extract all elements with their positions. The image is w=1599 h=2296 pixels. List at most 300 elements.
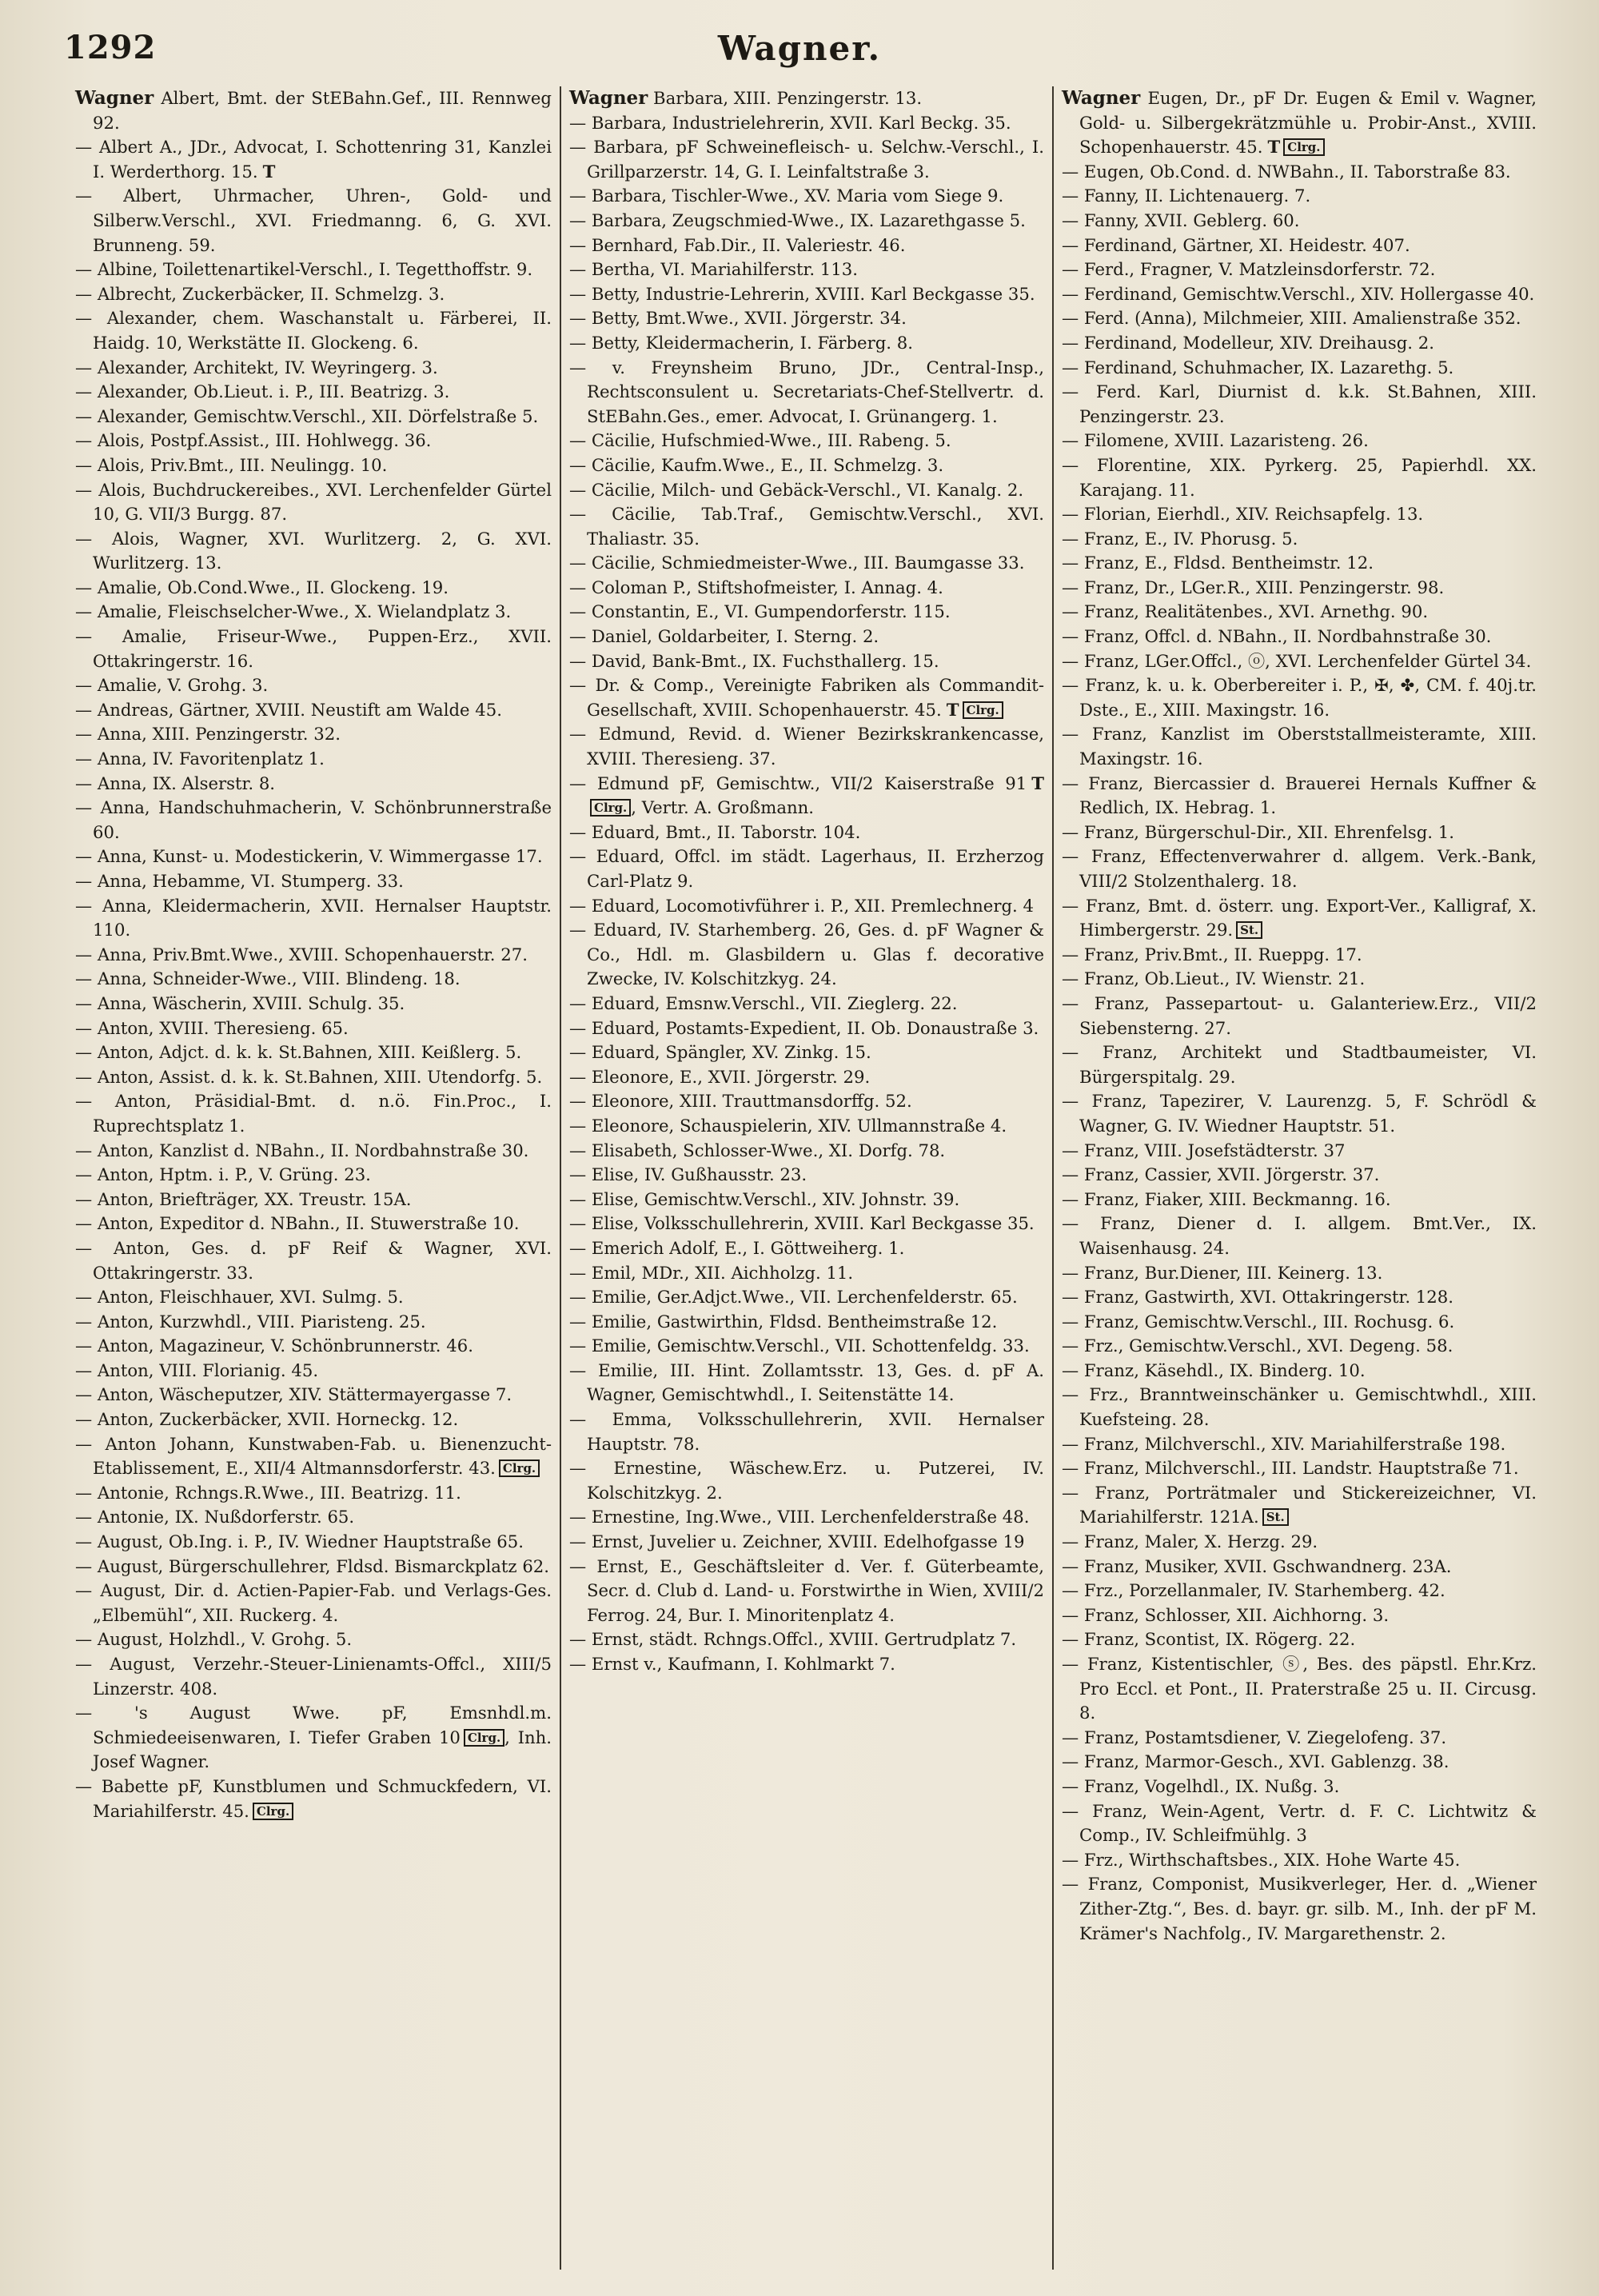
directory-entry xyxy=(75,1555,552,1579)
directory-entry xyxy=(569,1089,1044,1114)
directory-entry xyxy=(1062,1285,1537,1310)
directory-entry xyxy=(75,1481,552,1506)
entry-text: — Eduard, Offcl. im städt. Lagerhaus, II. Erzherzog Carl-Platz 9. xyxy=(569,846,1044,891)
entry-text: — Ferdinand, Modelleur, XIV. Dreihausg. 2. xyxy=(1062,332,1434,353)
entry-text: — Antonie, IX. Nußdorferstr. 65. xyxy=(75,1507,355,1527)
directory-entry xyxy=(75,1089,552,1138)
entry-text: — Cäcilie, Kaufm.Wwe., E., II. Schmelzg. 3. xyxy=(569,454,944,475)
entry-text: — Ferd. Karl, Diurnist d. k.k. St.Bahnen, XIII. Penzingerstr. 23. xyxy=(1062,381,1537,426)
entry-text: — Anton, XVIII. Theresieng. 65. xyxy=(75,1017,349,1038)
entry-text: — Anton, Assist. d. k. k. St.Bahnen, XIII. Utendorfg. 5. xyxy=(75,1066,543,1087)
entry-text: — Anton Johann, Kunstwaben-Fab. u. Bienenzucht-Etablissement, E., XII/4 Altmannsdorferstr. 43. xyxy=(75,1433,552,1479)
directory-entry xyxy=(75,796,552,845)
entry-text: — Anna, Wäscherin, XVIII. Schulg. 35. xyxy=(75,992,405,1013)
directory-entry xyxy=(1062,967,1537,992)
entry-text: — Anton, Präsidial-Bmt. d. n.ö. Fin.Proc., I. Ruprechtsplatz 1. xyxy=(75,1091,552,1136)
directory-entry xyxy=(1062,453,1537,502)
directory-entry xyxy=(75,1701,552,1775)
entry-text: — Ferdinand, Gemischtw.Verschl., XIV. Hollergasse 40. xyxy=(1062,283,1535,304)
entry-text: — Barbara, Zeugschmied-Wwe., IX. Lazarethgasse 5. xyxy=(569,210,1026,230)
entry-text: — Amalie, Friseur-Wwe., Puppen-Erz., XVII. Ottakringerstr. 16. xyxy=(75,626,552,671)
entry-text: — Ferd. (Anna), Milchmeier, XIII. Amalienstraße 352. xyxy=(1062,308,1521,329)
entry-text: — Anton, Kurzwhdl., VIII. Piaristeng. 25. xyxy=(75,1311,426,1332)
entry-text: — August, Holzhdl., V. Grohg. 5. xyxy=(75,1629,353,1650)
entry-text: — Franz, Effectenverwahrer d. allgem. Verk.-Bank, VIII/2 Stolzenthalerg. 18. xyxy=(1062,846,1537,891)
directory-entry xyxy=(75,1065,552,1090)
boxed-mark: St. xyxy=(1262,1508,1289,1526)
directory-entry xyxy=(569,1236,1044,1261)
directory-entry xyxy=(569,135,1044,184)
directory-entry xyxy=(75,135,552,184)
directory-entry xyxy=(569,453,1044,478)
entry-text: — Coloman P., Stiftshofmeister, I. Annag. 4. xyxy=(569,577,943,597)
directory-entry xyxy=(1062,527,1537,552)
directory-entry xyxy=(1062,1359,1537,1384)
directory-entry xyxy=(75,380,552,405)
entry-text: — Franz, Marmor-Gesch., XVI. Gablenzg. 38. xyxy=(1062,1751,1449,1772)
directory-entry xyxy=(75,1285,552,1310)
entry-text: — Franz, Musiker, XVII. Gschwandnerg. 23A. xyxy=(1062,1555,1452,1576)
directory-entry xyxy=(569,1040,1044,1065)
entry-text: — Eduard, Bmt., II. Taborstr. 104. xyxy=(569,821,861,842)
directory-entry xyxy=(1062,821,1537,845)
entry-text: — Ernestine, Ing.Wwe., VIII. Lerchenfelderstraße 48. xyxy=(569,1507,1030,1527)
directory-entry xyxy=(569,649,1044,674)
directory-entry xyxy=(569,576,1044,601)
directory-entry xyxy=(75,1359,552,1384)
boxed-mark: Clrg. xyxy=(464,1729,504,1747)
entry-text: — Franz, Maler, X. Herzg. 29. xyxy=(1062,1531,1318,1552)
directory-entry xyxy=(569,209,1044,234)
entry-text: — Alexander, Gemischtw.Verschl., XII. Dörfelstraße 5. xyxy=(75,405,539,426)
directory-entry xyxy=(569,258,1044,282)
entry-text: — Eduard, Postamts-Expedient, II. Ob. Donaustraße 3. xyxy=(569,1017,1039,1038)
entry-text: — 's August Wwe. pF, Emsnhdl.m. Schmiedeeisenwaren, I. Tiefer Graben 10 xyxy=(75,1703,552,1747)
directory-entry xyxy=(1062,331,1537,356)
entry-text: — Antonie, Rchngs.R.Wwe., III. Beatrizg. 11. xyxy=(75,1482,461,1503)
entry-text: — Frz., Gemischtw.Verschl., XVI. Degeng. 58. xyxy=(1062,1336,1453,1356)
directory-entry xyxy=(569,1163,1044,1188)
entry-text: — Anton, Ges. d. pF Reif & Wagner, XVI. Ottakringerstr. 33. xyxy=(75,1237,552,1283)
directory-entry xyxy=(569,600,1044,625)
directory-entry xyxy=(1062,1040,1537,1089)
directory-entry xyxy=(75,306,552,355)
directory-entry xyxy=(75,1408,552,1432)
entry-text: — Franz, Scontist, IX. Rögerg. 22. xyxy=(1062,1629,1356,1650)
entry-text: — Ernst, E., Geschäftsleiter d. Ver. f. Güterbeamte, Secr. d. Club d. Land- u. Forstwirthe in Wien, XVIII/2 Ferrog. 24, Bur. I. Minoritenplatz 4. xyxy=(569,1555,1044,1625)
entry-text: — Franz, Priv.Bmt., II. Rueppg. 17. xyxy=(1062,944,1362,964)
directory-entry xyxy=(75,527,552,576)
directory-entry xyxy=(75,1236,552,1285)
entry-text: — Albert A., JDr., Advocat, I. Schottenring 31, Kanzlei I. Werderthorg. 15. xyxy=(75,137,552,182)
entry-text: — Anna, Schneider-Wwe., VIII. Blindeng. 18. xyxy=(75,968,461,989)
entry-text: — Alois, Wagner, XVI. Wurlitzerg. 2, G. XVI. Wurlitzerg. 13. xyxy=(75,528,552,573)
directory-entry xyxy=(75,576,552,601)
directory-entry xyxy=(569,1114,1044,1139)
entry-text: — Florian, Eierhdl., XIV. Reichsapfelg. 13. xyxy=(1062,504,1424,525)
entry-surname: Wagner xyxy=(75,87,154,109)
entry-text: — Emma, Volksschullehrerin, XVII. Hernalser Hauptstr. 78. xyxy=(569,1409,1044,1454)
entry-text: — Frz., Branntweinschänker u. Gemischtwhdl., XIII. Kuefsteing. 28. xyxy=(1062,1384,1537,1430)
entry-text: — Constantin, E., VI. Gumpendorferstr. 115. xyxy=(569,601,951,622)
directory-entry xyxy=(1062,1383,1537,1432)
entry-text: Barbara, XIII. Penzingerstr. 13. xyxy=(653,88,923,108)
directory-entry xyxy=(75,1505,552,1530)
entry-text: — Fanny, II. Lichtenauerg. 7. xyxy=(1062,186,1311,206)
entry-text: — Franz, Gemischtw.Verschl., III. Rochusg. 6. xyxy=(1062,1311,1455,1332)
directory-entry xyxy=(569,1530,1044,1555)
entry-text: — Franz, Bürgerschul-Dir., XII. Ehrenfelsg. 1. xyxy=(1062,821,1454,842)
directory-entry xyxy=(75,1188,552,1212)
column-2 xyxy=(560,86,1052,2270)
directory-entry xyxy=(569,1408,1044,1456)
entry-text: — Betty, Bmt.Wwe., XVII. Jörgerstr. 34. xyxy=(569,308,907,329)
directory-entry xyxy=(1062,1627,1537,1652)
directory-entry xyxy=(75,747,552,772)
entry-text: — August, Ob.Ing. i. P., IV. Wiedner Hauptstraße 65. xyxy=(75,1531,524,1552)
entry-text: — Anna, IX. Alserstr. 8. xyxy=(75,773,276,793)
entry-text: — Edmund pF, Gemischtw., VII/2 Kaiserstraße 91 xyxy=(569,773,1027,793)
directory-entry xyxy=(1062,502,1537,527)
directory-entry xyxy=(1062,258,1537,282)
entry-text: — Alexander, Ob.Lieut. i. P., III. Beatrizg. 3. xyxy=(75,381,450,402)
directory-entry xyxy=(75,1334,552,1359)
directory-entry xyxy=(1062,1652,1537,1726)
page-number: 1292 xyxy=(64,29,157,66)
entry-text: — Anton, Hptm. i. P., V. Grüng. 23. xyxy=(75,1164,371,1185)
directory-entry xyxy=(569,356,1044,429)
entry-text: — Filomene, XVIII. Lazaristeng. 26. xyxy=(1062,430,1369,451)
entry-text: — Alois, Postpf.Assist., III. Hohlwegg. 36. xyxy=(75,430,432,451)
entry-text: — Ernst v., Kaufmann, I. Kohlmarkt 7. xyxy=(569,1654,895,1674)
entry-text: — Emilie, Gemischtw.Verschl., VII. Schottenfeldg. 33. xyxy=(569,1336,1030,1356)
entry-text: — Franz, Käsehdl., IX. Binderg. 10. xyxy=(1062,1360,1366,1380)
directory-entry xyxy=(75,625,552,673)
directory-entry xyxy=(75,673,552,698)
directory-entry xyxy=(569,673,1044,722)
directory-entry xyxy=(569,478,1044,503)
entry-text: — Anna, XIII. Penzingerstr. 32. xyxy=(75,724,341,745)
entry-text: — Franz, LGer.Offcl., ⓞ, XVI. Lerchenfelder Gürtel 34. xyxy=(1062,650,1532,671)
directory-entry xyxy=(1062,722,1537,771)
directory-entry xyxy=(1062,306,1537,331)
directory-entry xyxy=(75,869,552,894)
directory-entry xyxy=(75,894,552,943)
entry-text: — Elise, Gemischtw.Verschl., XIV. Johnstr. 39. xyxy=(569,1188,960,1209)
entry-text: — Franz, Architekt und Stadtbaumeister, VI. Bürgerspitalg. 29. xyxy=(1062,1042,1537,1087)
directory-entry xyxy=(569,1065,1044,1090)
directory-entry xyxy=(75,86,552,135)
entry-text: — August, Dir. d. Actien-Papier-Fab. und Verlags-Ges. „Elbemühl“, XII. Ruckerg. 4. xyxy=(75,1580,552,1625)
directory-entry xyxy=(1062,380,1537,429)
directory-entry xyxy=(569,1505,1044,1530)
entry-text: — Anna, Priv.Bmt.Wwe., XVIII. Schopenhauerstr. 27. xyxy=(75,944,528,964)
entry-text: — Ferdinand, Gärtner, XI. Heidestr. 407. xyxy=(1062,234,1410,255)
directory-entry xyxy=(75,453,552,478)
directory-entry xyxy=(569,306,1044,331)
directory-entry xyxy=(569,1188,1044,1212)
entry-text: — Andreas, Gärtner, XVIII. Neustift am Walde 45. xyxy=(75,699,502,720)
entry-text: — Franz, Wein-Agent, Vertr. d. F. C. Lichtwitz & Comp., IV. Schleifmühlg. 3 xyxy=(1062,1800,1537,1846)
entry-text: — Anton, Kanzlist d. NBahn., II. Nordbahnstraße 30. xyxy=(75,1140,529,1160)
entry-text: — Cäcilie, Hufschmied-Wwe., III. Rabeng. 5. xyxy=(569,430,951,451)
directory-entry xyxy=(569,1627,1044,1652)
entry-text: — Franz, Passepartout- u. Galanteriew.Erz., VII/2 Siebensterng. 27. xyxy=(1062,992,1537,1038)
directory-entry xyxy=(569,1212,1044,1236)
entry-continuation: , Inh. Josef Wagner. xyxy=(93,1727,552,1772)
boxed-mark: St. xyxy=(1236,921,1262,939)
directory-entry xyxy=(569,86,1044,111)
entry-text: — Daniel, Goldarbeiter, I. Sterng. 2. xyxy=(569,626,879,647)
entry-text: — Franz, k. u. k. Oberbereiter i. P., ✠, ✤, CM. f. 40j.tr. Dste., E., XIII. Maxingstr. 16. xyxy=(1062,675,1537,720)
entry-text: — Emerich Adolf, E., I. Göttweiherg. 1. xyxy=(569,1237,905,1258)
entry-text: — Anton, Wäscheputzer, XIV. Stättermayergasse 7. xyxy=(75,1384,512,1405)
entry-text: — Anton, Expeditor d. NBahn., II. Stuwerstraße 10. xyxy=(75,1213,520,1234)
directory-entry xyxy=(569,918,1044,992)
entry-text: — Eleonore, Schauspielerin, XIV. Ullmannstraße 4. xyxy=(569,1115,1007,1136)
directory-entry xyxy=(569,282,1044,307)
entry-text: — Ferdinand, Schuhmacher, IX. Lazarethg. 5. xyxy=(1062,357,1454,377)
entry-text: — Edmund, Revid. d. Wiener Bezirkskrankencasse, XVIII. Theresieng. 37. xyxy=(569,724,1044,769)
directory-entry xyxy=(569,1359,1044,1408)
directory-entry xyxy=(1062,845,1537,893)
entry-text: — Anton, VIII. Florianig. 45. xyxy=(75,1360,319,1380)
entry-text: — Anna, Kunst- u. Modestickerin, V. Wimmergasse 17. xyxy=(75,846,543,867)
directory-entry xyxy=(1062,943,1537,968)
entry-text: — Franz, Milchverschl., III. Landstr. Hauptstraße 71. xyxy=(1062,1458,1519,1479)
entry-text: — Emil, MDr., XII. Aichholzg. 11. xyxy=(569,1262,854,1283)
directory-entry xyxy=(1062,1579,1537,1603)
directory-entry xyxy=(569,502,1044,551)
directory-entry xyxy=(569,992,1044,1016)
entry-text: — Elisabeth, Schlosser-Wwe., XI. Dorfg. 78. xyxy=(569,1140,946,1160)
directory-entry xyxy=(1062,184,1537,209)
entry-text: — Amalie, Fleischselcher-Wwe., X. Wielandplatz 3. xyxy=(75,601,512,622)
directory-entry xyxy=(1062,209,1537,234)
entry-text: — Emilie, Gastwirthin, Fldsd. Bentheimstraße 12. xyxy=(569,1311,998,1332)
entry-text: — Franz, Postamtsdiener, V. Ziegelofeng. 37. xyxy=(1062,1727,1447,1747)
page-header xyxy=(0,29,1599,77)
directory-entry xyxy=(75,992,552,1016)
entry-text: — Eduard, Locomotivführer i. P., XII. Premlechnerg. 4 xyxy=(569,895,1034,916)
directory-entry xyxy=(569,1456,1044,1505)
entry-text: — Ferd., Fragner, V. Matzleinsdorferstr. 72. xyxy=(1062,259,1436,280)
entry-text: — Albert, Uhrmacher, Uhren-, Gold- und Silberw.Verschl., XVI. Friedmanng. 6, G. XVI. Brunneng. 59. xyxy=(75,186,552,255)
directory-entry xyxy=(1062,600,1537,625)
entry-text: — Frz., Porzellanmaler, IV. Starhemberg. 42. xyxy=(1062,1580,1445,1601)
entry-text: — Franz, Bmt. d. österr. ung. Export-Ver., Kalligraf, X. Himbergerstr. 29. xyxy=(1062,895,1537,940)
directory-entry xyxy=(1062,576,1537,601)
directory-entry xyxy=(1062,1139,1537,1164)
directory-entry xyxy=(569,625,1044,649)
entry-text: — Anna, Kleidermacherin, XVII. Hernalser Hauptstr. 110. xyxy=(75,895,552,940)
entry-text: — Albine, Toilettenartikel-Verschl., I. Tegetthoffstr. 9. xyxy=(75,259,533,280)
directory-entry xyxy=(569,1310,1044,1335)
directory-entry xyxy=(75,1040,552,1065)
entry-continuation: , Vertr. A. Großmann. xyxy=(631,797,815,818)
entry-text: — Franz, Tapezirer, V. Laurenzg. 5, F. Schrödl & Wagner, G. IV. Wiedner Hauptstr. 51. xyxy=(1062,1091,1537,1136)
entry-text: — Amalie, Ob.Cond.Wwe., II. Glockeng. 19. xyxy=(75,577,449,597)
entry-text: — Franz, Vogelhdl., IX. Nußg. 3. xyxy=(1062,1775,1340,1796)
entry-text: — Barbara, Tischler-Wwe., XV. Maria vom Siege 9. xyxy=(569,186,1004,206)
directory-entry xyxy=(1062,1188,1537,1212)
entry-text: — Franz, VIII. Josefstädterstr. 37 xyxy=(1062,1140,1346,1160)
directory-entry xyxy=(569,429,1044,453)
directory-entry xyxy=(1062,356,1537,381)
entry-text: — Franz, Kanzlist im Oberststallmeisteramte, XIII. Maxingstr. 16. xyxy=(1062,724,1537,769)
directory-entry xyxy=(1062,1310,1537,1335)
entry-text: — Babette pF, Kunstblumen und Schmuckfedern, VI. Mariahilferstr. 45. xyxy=(75,1775,552,1821)
directory-entry xyxy=(1062,1530,1537,1555)
entry-text: — Eugen, Ob.Cond. d. NWBahn., II. Taborstraße 83. xyxy=(1062,161,1511,182)
boxed-mark: Clrg. xyxy=(590,799,631,817)
directory-entry xyxy=(1062,1089,1537,1138)
telephone-mark: T xyxy=(1267,137,1281,158)
entry-text: — Alois, Buchdruckereibes., XVI. Lerchenfelder Gürtel 10, G. VII/3 Burgg. 87. xyxy=(75,479,552,525)
entry-text: — Bernhard, Fab.Dir., II. Valeriestr. 46. xyxy=(569,234,906,255)
entry-text: — Barbara, Industrielehrerin, XVII. Karl Beckg. 35. xyxy=(569,112,1011,133)
directory-entry xyxy=(569,1334,1044,1359)
directory-entry xyxy=(75,1016,552,1041)
directory-entry xyxy=(569,722,1044,771)
entry-text: — Cäcilie, Tab.Traf., Gemischtw.Verschl., XVI. Thaliastr. 35. xyxy=(569,504,1044,549)
directory-entry xyxy=(569,1555,1044,1628)
entry-text: — Bertha, VI. Mariahilferstr. 113. xyxy=(569,259,858,280)
directory-entry xyxy=(75,1310,552,1335)
entry-text: — Eduard, IV. Starhemberg. 26, Ges. d. pF Wagner & Co., Hdl. m. Glasbildern u. Glas f. decorative Zwecke, IV. Kolschitzkyg. 24. xyxy=(569,920,1044,989)
entry-text: — Franz, Componist, Musikverleger, Her. d. „Wiener Zither-Ztg.“, Bes. d. bayr. gr. silb. M., Inh. der pF M. Krämer's Nachfolg., IV. Margarethenstr. 2. xyxy=(1062,1874,1537,1943)
directory-entry xyxy=(1062,429,1537,453)
directory-entry xyxy=(75,772,552,797)
entry-text: — Franz, Diener d. I. allgem. Bmt.Ver., IX. Waisenhausg. 24. xyxy=(1062,1213,1537,1258)
entry-text: — Franz, Realitätenbes., XVI. Arnethg. 90. xyxy=(1062,601,1429,622)
entry-text: — Alois, Priv.Bmt., III. Neulingg. 10. xyxy=(75,454,388,475)
directory-entry xyxy=(569,1285,1044,1310)
directory-entry xyxy=(1062,1212,1537,1260)
directory-entry xyxy=(75,282,552,307)
boxed-mark: Clrg. xyxy=(499,1459,540,1477)
entry-text: — Eleonore, E., XVII. Jörgerstr. 29. xyxy=(569,1066,871,1087)
directory-entry xyxy=(569,111,1044,136)
directory-entry xyxy=(75,1432,552,1481)
directory-entry xyxy=(569,1652,1044,1677)
directory-entry xyxy=(1062,1456,1537,1481)
directory-entry xyxy=(569,1139,1044,1164)
directory-entry xyxy=(569,894,1044,919)
directory-entry xyxy=(1062,1432,1537,1457)
directory-entry xyxy=(75,1383,552,1408)
entry-text: — Franz, E., IV. Phorusg. 5. xyxy=(1062,528,1298,549)
directory-entry xyxy=(75,1212,552,1236)
entry-text: — Anton, Fleischhauer, XVI. Sulmg. 5. xyxy=(75,1287,404,1308)
entry-text: — Emilie, Ger.Adjct.Wwe., VII. Lerchenfelderstr. 65. xyxy=(569,1287,1018,1308)
directory-entry xyxy=(75,1579,552,1627)
directory-entry xyxy=(1062,1726,1537,1751)
entry-text: — Anton, Adjct. d. k. k. St.Bahnen, XIII. Keißlerg. 5. xyxy=(75,1042,522,1063)
entry-text: — Betty, Kleidermacherin, I. Färberg. 8. xyxy=(569,332,913,353)
directory-entry xyxy=(75,1163,552,1188)
entry-text: — Fanny, XVII. Geblerg. 60. xyxy=(1062,210,1300,230)
directory-entry xyxy=(75,722,552,747)
directory-entry xyxy=(1062,992,1537,1040)
directory-entry xyxy=(569,772,1044,821)
directory-entry xyxy=(1062,282,1537,307)
column-1 xyxy=(67,86,560,2270)
directory-entry xyxy=(569,331,1044,356)
directory-entry xyxy=(1062,1848,1537,1873)
directory-entry xyxy=(1062,551,1537,576)
directory-entry xyxy=(569,551,1044,576)
directory-entry xyxy=(569,1261,1044,1286)
boxed-mark: Clrg. xyxy=(253,1803,293,1820)
running-head: Wagner. xyxy=(717,29,882,68)
entry-text: Eugen, Dr., pF Dr. Eugen & Emil v. Wagner, Gold- u. Silbergekrätzmühle u. Probir-Anst., XVIII. Schopenhauerstr. 45. xyxy=(1079,88,1537,158)
entry-text: — Cäcilie, Milch- und Gebäck-Verschl., VI. Kanalg. 2. xyxy=(569,479,1024,500)
entry-text: — Anna, Handschuhmacherin, V. Schönbrunnerstraße 60. xyxy=(75,797,552,842)
boxed-mark: Clrg. xyxy=(963,701,1003,719)
directory-entry xyxy=(1062,1872,1537,1946)
directory-entry xyxy=(75,845,552,869)
boxed-mark: Clrg. xyxy=(1283,138,1324,156)
directory-entry xyxy=(75,405,552,429)
entry-surname: Wagner xyxy=(1062,87,1141,109)
directory-entry xyxy=(75,356,552,381)
directory-entry xyxy=(1062,1163,1537,1188)
directory-entry xyxy=(569,234,1044,258)
entry-text: — Anton, Magazineur, V. Schönbrunnerstr. 46. xyxy=(75,1336,473,1356)
entry-text: — Ernestine, Wäschew.Erz. u. Putzerei, IV. Kolschitzkyg. 2. xyxy=(569,1458,1044,1503)
entry-text: — Franz, Bur.Diener, III. Keinerg. 13. xyxy=(1062,1262,1383,1283)
directory-entry xyxy=(1062,625,1537,649)
directory-entry xyxy=(1062,234,1537,258)
entry-text: — Alexander, Architekt, IV. Weyringerg. 3. xyxy=(75,357,438,377)
directory-entry xyxy=(75,600,552,625)
entry-text: — Franz, Cassier, XVII. Jörgerstr. 37. xyxy=(1062,1164,1380,1185)
directory-entry xyxy=(1062,86,1537,160)
entry-text: — Elise, IV. Gußhausstr. 23. xyxy=(569,1164,807,1185)
telephone-mark: T xyxy=(946,699,959,720)
directory-entry xyxy=(75,1530,552,1555)
directory-entry xyxy=(75,943,552,968)
entry-text: — Franz, Biercassier d. Brauerei Hernals Kuffner & Redlich, IX. Hebrag. 1. xyxy=(1062,773,1537,818)
entry-text: — Franz, Schlosser, XII. Aichhorng. 3. xyxy=(1062,1604,1390,1625)
directory-entry xyxy=(75,1627,552,1652)
directory-entry xyxy=(1062,1775,1537,1799)
entry-text: — v. Freynsheim Bruno, JDr., Central-Insp., Rechtsconsulent u. Secretariats-Chef-Stellvertr. d. StEBahn.Ges., emer. Advocat, I. Grünangerg. 1. xyxy=(569,357,1044,426)
directory-entry xyxy=(75,429,552,453)
directory-entry xyxy=(75,184,552,258)
directory-entry xyxy=(569,845,1044,893)
entry-text: — Betty, Industrie-Lehrerin, XVIII. Karl Beckgasse 35. xyxy=(569,283,1035,304)
entry-text: — Franz, Milchverschl., XIV. Mariahilferstraße 198. xyxy=(1062,1433,1506,1454)
entry-text: — Albrecht, Zuckerbäcker, II. Schmelzg. 3. xyxy=(75,283,445,304)
directory-entry xyxy=(1062,673,1537,722)
entry-text: — Barbara, pF Schweinefleisch- u. Selchw.-Verschl., I. Grillparzerstr. 14, G. I. Leinfaltstraße 3. xyxy=(569,137,1044,182)
entry-surname: Wagner xyxy=(569,87,648,109)
directory-entry xyxy=(75,967,552,992)
columns xyxy=(67,86,1546,2270)
directory-entry xyxy=(1062,772,1537,821)
directory-entry xyxy=(569,184,1044,209)
directory-entry xyxy=(1062,1750,1537,1775)
entry-text: — Ernst, Juvelier u. Zeichner, XVIII. Edelhofgasse 19 xyxy=(569,1531,1025,1552)
entry-text: — Anton, Zuckerbäcker, XVII. Horneckg. 12. xyxy=(75,1409,459,1430)
directory-entry xyxy=(1062,1555,1537,1579)
column-3 xyxy=(1052,86,1545,2270)
telephone-mark: T xyxy=(1031,773,1044,793)
directory-entry xyxy=(1062,1334,1537,1359)
directory-entry xyxy=(75,1652,552,1701)
